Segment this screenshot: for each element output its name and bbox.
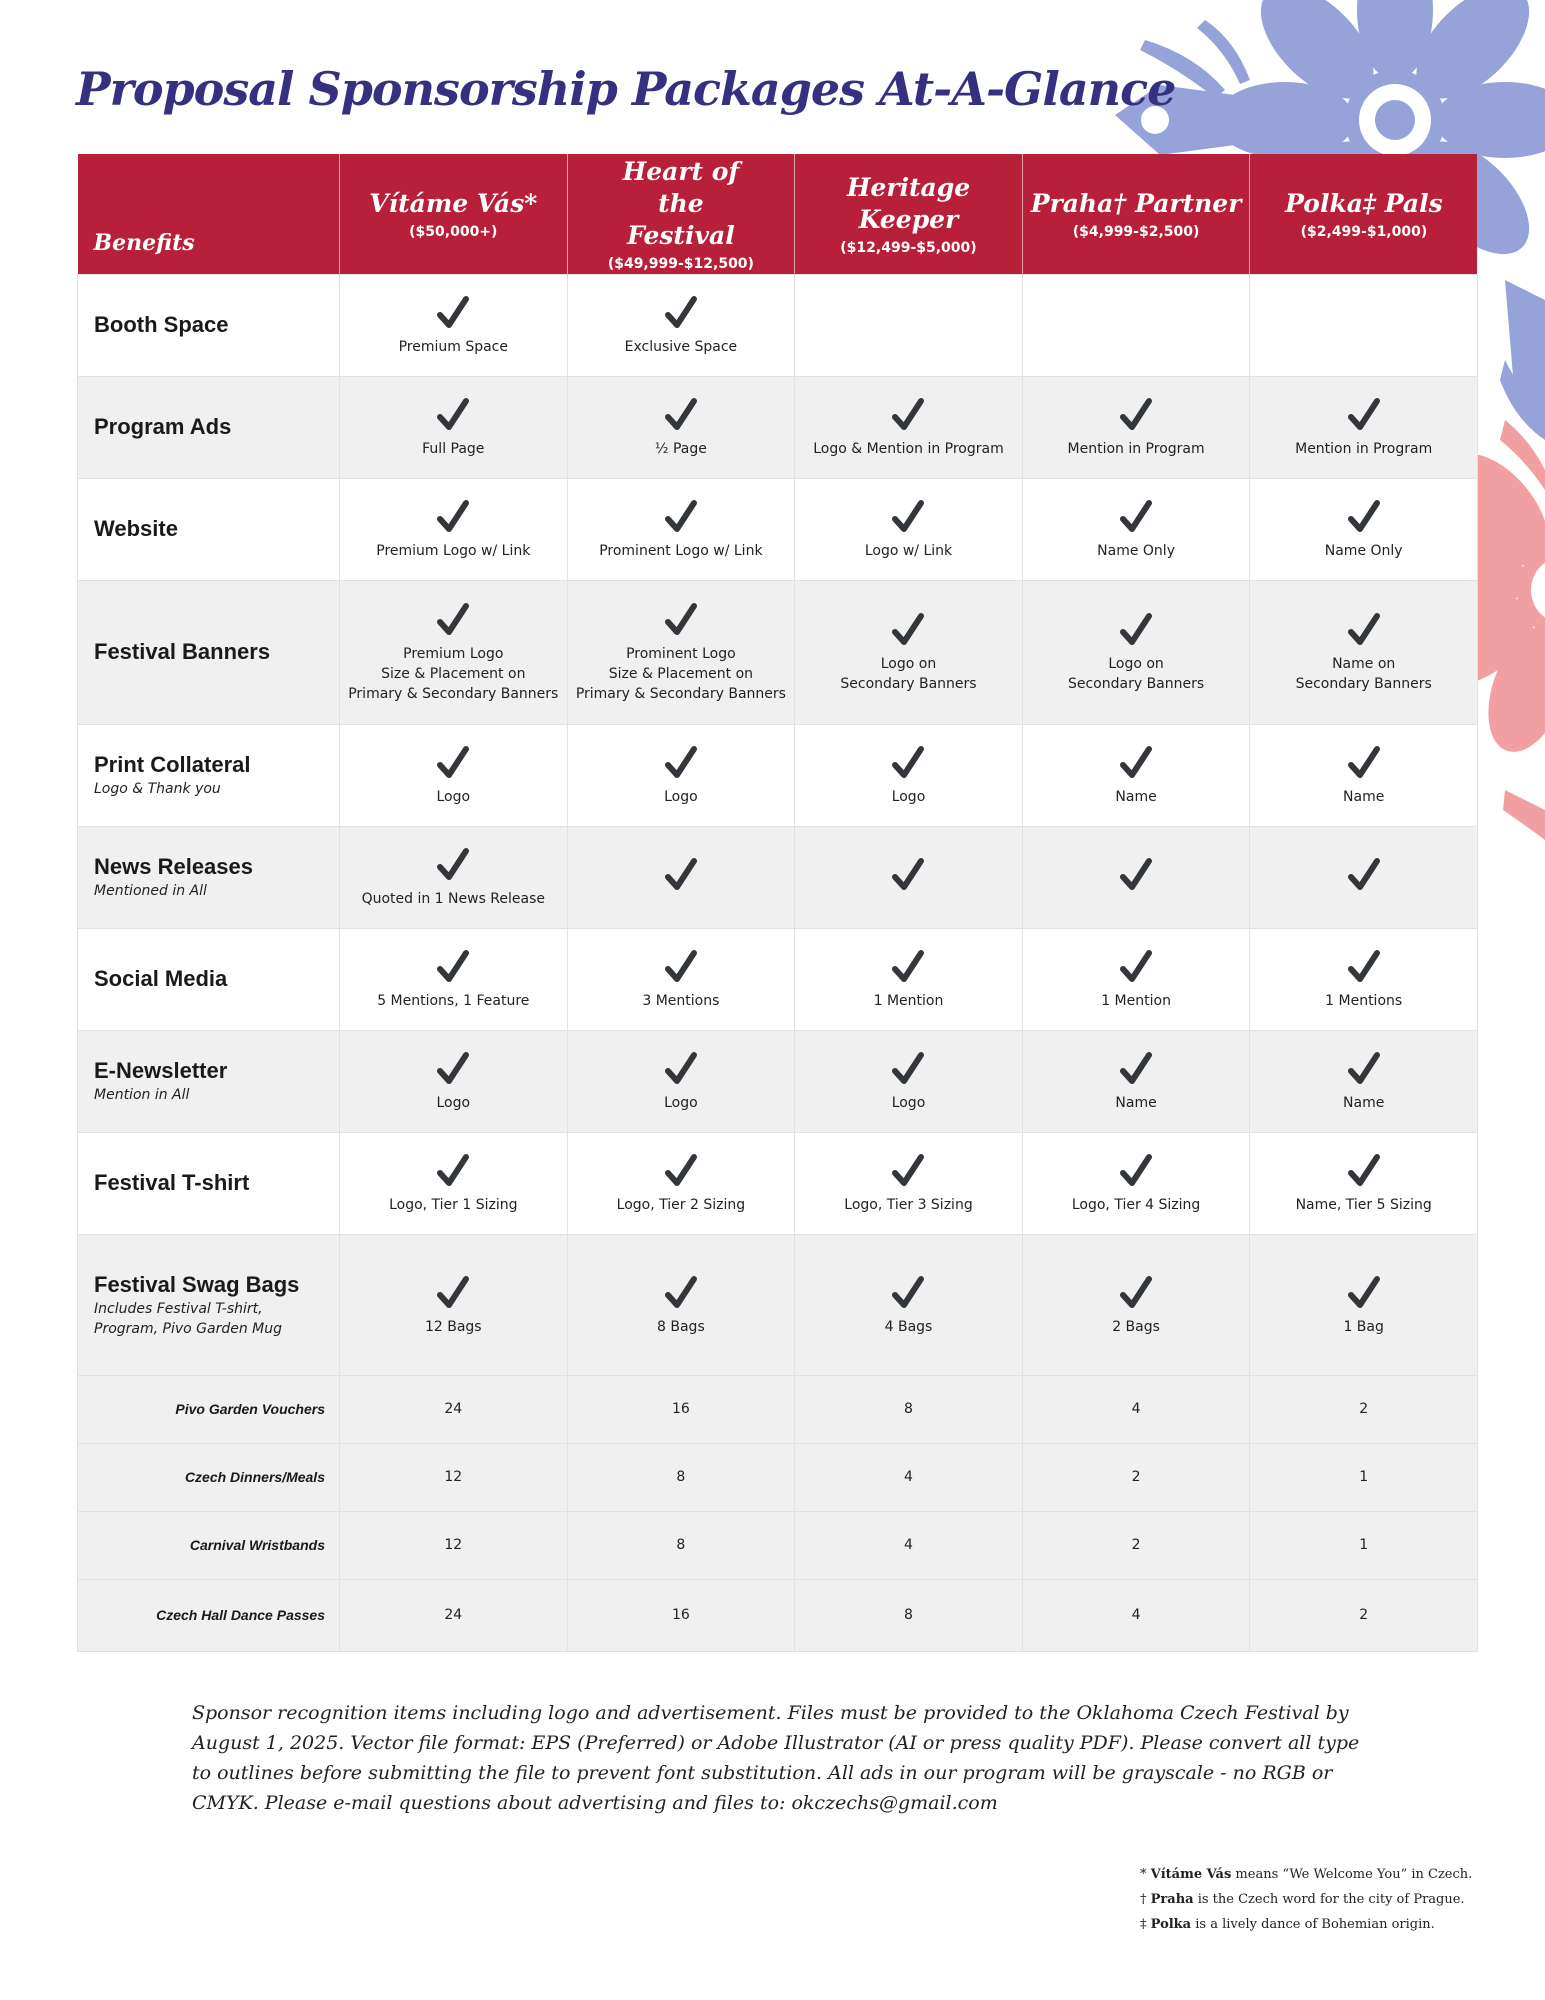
benefit-detail: 12 Bags <box>424 1318 482 1335</box>
benefit-label-cell <box>78 724 340 826</box>
footnote-polka <box>1140 1912 1472 1937</box>
benefit-cell <box>567 928 795 1030</box>
benefit-cell <box>340 1030 568 1132</box>
benefit-name: E-Newsletter <box>94 1058 228 1083</box>
checkmark-icon <box>888 947 928 987</box>
checkmark-icon <box>433 1049 473 1089</box>
checkmark-icon <box>661 743 701 783</box>
table-header-row <box>78 154 1478 274</box>
benefit-detail: 1 Bag <box>1343 1318 1384 1335</box>
benefit-cell <box>795 274 1023 376</box>
benefit-subtitle: Mentioned in All <box>94 883 207 899</box>
checkmark-icon <box>888 1273 928 1313</box>
benefit-cell <box>1022 1132 1250 1234</box>
benefit-detail: Name <box>1115 789 1157 805</box>
checkmark-icon <box>1344 947 1384 987</box>
benefits-column-header <box>78 154 340 274</box>
benefit-cell <box>1022 274 1250 376</box>
benefit-detail: Logo <box>891 1095 926 1111</box>
tier-name: Polka‡ Pals <box>1285 188 1443 218</box>
sponsorship-table <box>77 154 1478 1652</box>
benefit-detail: Name Only <box>1097 543 1175 559</box>
benefit-cell <box>1250 478 1478 580</box>
checkmark-icon <box>433 497 473 537</box>
benefit-cell <box>340 274 568 376</box>
benefit-label-cell <box>78 928 340 1030</box>
benefit-detail: Full Page <box>422 441 485 457</box>
perk-value: 16 <box>567 1579 795 1651</box>
benefit-cell <box>1022 1030 1250 1132</box>
benefit-detail: Name Only <box>1324 543 1403 559</box>
benefit-cell <box>340 928 568 1030</box>
benefit-detail: Logo <box>436 1095 471 1111</box>
perk-value: 8 <box>795 1579 1023 1651</box>
benefit-detail: Premium Logo Size & Placement on Primary & Secondary Banners <box>348 646 559 702</box>
benefit-row <box>78 274 1478 376</box>
benefit-cell <box>1022 1234 1250 1375</box>
benefit-label-cell <box>78 1132 340 1234</box>
benefit-detail: Logo, Tier 2 Sizing <box>616 1197 746 1213</box>
checkmark-icon <box>1116 1151 1156 1191</box>
benefit-name: News Releases <box>94 854 253 879</box>
submission-notes: Sponsor recognition items including logo and advertisement. Files must be provided to the Oklahoma Czech Festival by August 1, 2025. Vector file format: EPS (Preferred) or Adobe Illustrator (AI or press quality PDF). Please convert all type to outlines before submitting the file to prevent font substitution. All ads in our program will be grayscale - no RGB or CMYK. Please e-mail questions about advertising and files to: okczechs@gmail.com <box>192 1702 1360 1814</box>
benefit-detail: Mention in Program <box>1067 441 1205 457</box>
benefit-row <box>78 928 1478 1030</box>
benefit-detail: Logo on Secondary Banners <box>1067 656 1205 692</box>
benefit-detail: Prominent Logo w/ Link <box>599 543 763 559</box>
benefit-detail: Name on Secondary Banners <box>1295 656 1432 692</box>
checkmark-icon <box>661 1273 701 1313</box>
checkmark-icon <box>888 610 928 650</box>
benefit-detail: 3 Mentions <box>642 993 720 1009</box>
benefit-cell <box>1250 826 1478 928</box>
checkmark-icon <box>433 600 473 640</box>
benefit-detail: Name <box>1115 1095 1157 1111</box>
perk-row <box>78 1579 1478 1651</box>
benefit-detail: 1 Mentions <box>1325 993 1403 1009</box>
benefit-cell <box>1250 274 1478 376</box>
checkmark-icon <box>661 395 701 435</box>
benefit-detail: Premium Logo w/ Link <box>376 543 531 559</box>
perk-value: 8 <box>567 1443 795 1511</box>
checkmark-icon <box>1116 610 1156 650</box>
benefit-row <box>78 580 1478 724</box>
benefit-cell <box>340 1132 568 1234</box>
perk-value: 4 <box>795 1511 1023 1579</box>
benefit-detail: Exclusive Space <box>624 339 738 355</box>
checkmark-icon <box>1116 855 1156 895</box>
benefit-cell <box>1250 376 1478 478</box>
benefit-cell <box>1022 376 1250 478</box>
benefit-cell <box>567 478 795 580</box>
tier-header-heritage-keeper <box>795 154 1023 274</box>
tier-header-praha-partner <box>1022 154 1250 274</box>
footnote-text: means “We Welcome You” in Czech. <box>1235 1867 1473 1882</box>
benefit-detail: Logo <box>664 789 698 805</box>
benefit-cell <box>1022 478 1250 580</box>
benefit-cell <box>567 580 795 724</box>
benefit-detail: 1 Mention <box>1101 993 1171 1009</box>
benefit-row <box>78 1030 1478 1132</box>
tier-range: ($50,000+) <box>409 223 498 240</box>
benefit-detail: 2 Bags <box>1112 1318 1160 1335</box>
checkmark-icon <box>433 1273 473 1313</box>
tier-name: Heart of the Festival <box>622 156 740 250</box>
benefit-cell <box>795 478 1023 580</box>
benefit-subtitle: Includes Festival T-shirt, Program, Pivo Garden Mug <box>94 1300 283 1337</box>
benefit-cell <box>1022 826 1250 928</box>
benefit-row <box>78 1132 1478 1234</box>
benefit-cell <box>1250 1234 1478 1375</box>
benefit-detail: Name <box>1343 1095 1385 1111</box>
benefit-label-cell <box>78 478 340 580</box>
checkmark-icon <box>661 1049 701 1089</box>
perk-row <box>78 1511 1478 1579</box>
benefit-cell <box>795 724 1023 826</box>
benefit-name: Festival Banners <box>94 639 271 664</box>
checkmark-icon <box>1344 1049 1384 1089</box>
perk-value: 2 <box>1022 1443 1250 1511</box>
tier-range: ($4,999-$2,500) <box>1072 223 1200 240</box>
checkmark-icon <box>1344 497 1384 537</box>
benefit-row <box>78 826 1478 928</box>
benefit-label-cell <box>78 826 340 928</box>
benefit-row <box>78 1234 1478 1375</box>
perk-label: Pivo Garden Vouchers <box>78 1375 340 1443</box>
benefit-cell <box>340 580 568 724</box>
benefit-detail: Prominent Logo Size & Placement on Primary & Secondary Banners <box>575 646 786 702</box>
tier-range: ($12,499-$5,000) <box>840 239 977 256</box>
footnote-text: is a lively dance of Bohemian origin. <box>1195 1917 1435 1932</box>
footnote-text: is the Czech word for the city of Prague. <box>1197 1892 1465 1907</box>
checkmark-icon <box>433 845 473 885</box>
benefit-detail: Name, Tier 5 Sizing <box>1295 1197 1432 1213</box>
tier-header-polka-pals <box>1250 154 1478 274</box>
benefit-cell <box>567 274 795 376</box>
checkmark-icon <box>888 497 928 537</box>
checkmark-icon <box>661 293 701 333</box>
footnotes <box>1140 1862 1472 1937</box>
checkmark-icon <box>888 1151 928 1191</box>
tier-range: ($2,499-$1,000) <box>1300 223 1428 240</box>
benefit-label-cell <box>78 1030 340 1132</box>
perk-value: 12 <box>340 1443 568 1511</box>
benefit-cell <box>340 826 568 928</box>
benefit-cell <box>795 1234 1023 1375</box>
benefit-row <box>78 376 1478 478</box>
benefit-cell <box>1250 1132 1478 1234</box>
benefit-name: Print Collateral <box>94 752 251 777</box>
benefit-cell <box>795 826 1023 928</box>
perk-value: 12 <box>340 1511 568 1579</box>
checkmark-icon <box>661 600 701 640</box>
perk-value: 8 <box>795 1375 1023 1443</box>
benefit-detail: Premium Space <box>398 339 508 355</box>
benefit-cell <box>1022 928 1250 1030</box>
checkmark-icon <box>888 395 928 435</box>
checkmark-icon <box>1344 1273 1384 1313</box>
benefit-detail: 8 Bags <box>657 1318 705 1335</box>
tier-name: Vítáme Vás* <box>369 188 538 218</box>
benefit-detail: Logo, Tier 1 Sizing <box>389 1197 518 1213</box>
checkmark-icon <box>433 395 473 435</box>
tier-name: Praha† Partner <box>1030 188 1242 218</box>
benefit-name: Festival Swag Bags <box>94 1271 300 1297</box>
benefit-detail: Logo <box>891 789 926 805</box>
benefit-cell <box>795 580 1023 724</box>
perk-value: 16 <box>567 1375 795 1443</box>
footnote-term: Praha <box>1150 1892 1194 1907</box>
benefit-detail: Quoted in 1 News Release <box>361 891 546 907</box>
checkmark-icon <box>433 743 473 783</box>
benefit-name: Booth Space <box>94 312 229 337</box>
footnote-term: Vítáme Vás <box>1150 1867 1232 1882</box>
benefit-cell <box>567 724 795 826</box>
checkmark-icon <box>1116 497 1156 537</box>
benefit-label-cell <box>78 1234 340 1375</box>
footnote-praha <box>1140 1887 1472 1912</box>
footnote-mark: * <box>1140 1867 1147 1882</box>
checkmark-icon <box>1344 743 1384 783</box>
perk-value: 24 <box>340 1579 568 1651</box>
benefit-detail: Logo, Tier 3 Sizing <box>844 1197 973 1213</box>
checkmark-icon <box>1344 1151 1384 1191</box>
benefit-detail: 4 Bags <box>884 1318 933 1335</box>
checkmark-icon <box>1116 947 1156 987</box>
benefit-name: Social Media <box>94 966 228 991</box>
perk-value: 24 <box>340 1375 568 1443</box>
perk-value: 4 <box>1022 1579 1250 1651</box>
benefit-cell <box>340 1234 568 1375</box>
checkmark-icon <box>1116 743 1156 783</box>
benefit-name: Festival T-shirt <box>94 1170 250 1195</box>
checkmark-icon <box>1344 855 1384 895</box>
benefit-detail: Mention in Program <box>1295 441 1433 457</box>
benefits-label: Benefits <box>93 229 195 256</box>
perk-value: 2 <box>1022 1511 1250 1579</box>
benefit-subtitle: Logo & Thank you <box>94 781 221 797</box>
perk-label: Czech Dinners/Meals <box>78 1443 340 1511</box>
benefit-cell <box>340 376 568 478</box>
benefit-cell <box>340 478 568 580</box>
footnote-mark: † <box>1140 1892 1147 1907</box>
checkmark-icon <box>433 1151 473 1191</box>
perk-value: 2 <box>1250 1579 1478 1651</box>
perk-label: Carnival Wristbands <box>78 1511 340 1579</box>
benefit-detail: 1 Mention <box>873 993 944 1009</box>
footnote-vitame-vas <box>1140 1862 1472 1887</box>
checkmark-icon <box>661 947 701 987</box>
benefit-cell <box>795 1030 1023 1132</box>
perk-value: 8 <box>567 1511 795 1579</box>
perk-row <box>78 1443 1478 1511</box>
benefit-detail: Logo, Tier 4 Sizing <box>1071 1197 1201 1213</box>
benefit-label-cell <box>78 376 340 478</box>
checkmark-icon <box>1116 1273 1156 1313</box>
benefit-cell <box>1250 580 1478 724</box>
page-title: Proposal Sponsorship Packages At-A-Glance <box>76 62 1176 116</box>
checkmark-icon <box>1344 395 1384 435</box>
benefit-subtitle: Mention in All <box>94 1087 190 1103</box>
checkmark-icon <box>1116 395 1156 435</box>
perk-label: Czech Hall Dance Passes <box>78 1579 340 1651</box>
benefit-detail: ½ Page <box>654 441 707 457</box>
footnote-mark: ‡ <box>1140 1917 1147 1932</box>
tier-range: ($49,999-$12,500) <box>607 255 754 272</box>
benefit-label-cell <box>78 580 340 724</box>
checkmark-icon <box>433 947 473 987</box>
checkmark-icon <box>888 743 928 783</box>
checkmark-icon <box>661 1151 701 1191</box>
benefit-cell <box>1250 928 1478 1030</box>
benefit-detail: Logo <box>664 1095 698 1111</box>
checkmark-icon <box>661 855 701 895</box>
benefit-cell <box>567 826 795 928</box>
benefit-name: Website <box>94 516 178 541</box>
perk-value: 4 <box>1022 1375 1250 1443</box>
tier-header-heart-of-the-festival <box>567 154 795 274</box>
benefit-cell <box>795 376 1023 478</box>
benefit-detail: Logo & Mention in Program <box>813 441 1004 457</box>
benefit-cell <box>1022 580 1250 724</box>
benefit-cell <box>567 1030 795 1132</box>
checkmark-icon <box>1116 1049 1156 1089</box>
benefit-detail: Name <box>1343 789 1385 805</box>
benefit-cell <box>795 1132 1023 1234</box>
benefit-cell <box>567 1132 795 1234</box>
perk-value: 4 <box>795 1443 1023 1511</box>
checkmark-icon <box>888 855 928 895</box>
benefit-cell <box>1250 724 1478 826</box>
benefit-cell <box>1250 1030 1478 1132</box>
checkmark-icon <box>661 497 701 537</box>
perk-value: 1 <box>1250 1511 1478 1579</box>
benefit-cell <box>1022 724 1250 826</box>
benefit-cell <box>340 724 568 826</box>
checkmark-icon <box>433 293 473 333</box>
tier-header-vitame-vas <box>340 154 568 274</box>
perk-value: 2 <box>1250 1375 1478 1443</box>
perk-value: 1 <box>1250 1443 1478 1511</box>
benefit-detail: Logo w/ Link <box>864 543 953 559</box>
benefit-detail: Logo on Secondary Banners <box>840 656 977 692</box>
perk-row <box>78 1375 1478 1443</box>
benefit-row <box>78 478 1478 580</box>
benefit-label-cell <box>78 274 340 376</box>
checkmark-icon <box>888 1049 928 1089</box>
benefit-detail: 5 Mentions, 1 Feature <box>377 993 530 1009</box>
benefit-cell <box>795 928 1023 1030</box>
benefit-cell <box>567 376 795 478</box>
benefit-cell <box>567 1234 795 1375</box>
footnote-term: Polka <box>1150 1917 1192 1932</box>
checkmark-icon <box>1344 610 1384 650</box>
tier-name: Heritage Keeper <box>846 172 971 234</box>
benefit-name: Program Ads <box>94 414 232 439</box>
benefit-row <box>78 724 1478 826</box>
benefit-detail: Logo <box>436 789 471 805</box>
